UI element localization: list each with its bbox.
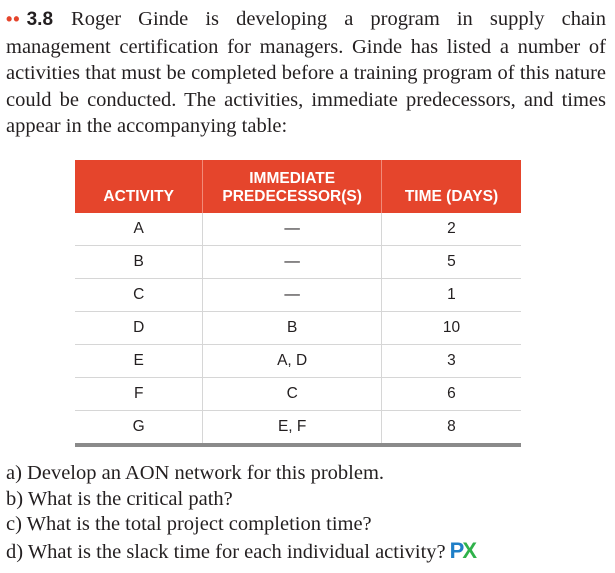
px-badge-icon: PX xyxy=(449,537,476,563)
cell-activity: A xyxy=(75,213,203,246)
cell-predecessors: — xyxy=(203,279,382,312)
table-row xyxy=(75,312,521,345)
question-c: c) What is the total project completion time? xyxy=(6,513,372,535)
problem-number: 3.8 xyxy=(26,9,54,30)
cell-activity: E xyxy=(75,345,203,378)
cell-time: 2 xyxy=(381,213,521,246)
table-row xyxy=(75,378,521,411)
cell-activity: C xyxy=(75,279,203,312)
cell-time: 8 xyxy=(447,418,456,435)
cell-time: 1 xyxy=(381,279,521,312)
cell-predecessors: — xyxy=(203,246,382,279)
table-bottom-rule xyxy=(75,443,521,447)
cell-activity: G xyxy=(132,418,145,435)
cell-predecessors: E, F xyxy=(203,411,382,444)
question-b: b) What is the critical path? xyxy=(6,487,233,510)
problem-statement xyxy=(6,6,606,140)
table-row xyxy=(75,279,521,312)
cell-predecessors: C xyxy=(203,378,382,411)
table-header-row xyxy=(75,160,521,213)
table-row xyxy=(75,411,521,444)
cell-predecessors: B xyxy=(203,312,382,345)
table-row xyxy=(75,345,521,378)
question-d-line xyxy=(6,538,606,566)
header-time: TIME (DAYS) xyxy=(404,188,499,205)
cell-time: 5 xyxy=(381,246,521,279)
question-a: a) Develop an AON network for this problem. xyxy=(6,462,385,484)
header-activity: ACTIVITY xyxy=(103,188,174,205)
problem-text: Roger Ginde is developing a program in supply chain management certification for managers. Ginde has listed a number of activities that must be completed before a training program of this nature could be conducted. The activities, immediate predecessors, and times appear in the accompanying table: xyxy=(6,8,606,137)
question-list xyxy=(6,461,606,565)
table-row xyxy=(75,213,521,246)
cell-activity: F xyxy=(75,378,203,411)
table-row xyxy=(75,246,521,279)
cell-time: 10 xyxy=(381,312,521,345)
cell-time: 3 xyxy=(381,345,521,378)
cell-predecessors: — xyxy=(203,213,382,246)
cell-activity: D xyxy=(75,312,203,345)
cell-activity: B xyxy=(75,246,203,279)
cell-predecessors: A, D xyxy=(203,345,382,378)
question-d: d) What is the slack time for each individual activity? xyxy=(6,540,446,563)
activity-table xyxy=(75,160,521,447)
difficulty-bullets: •• xyxy=(6,9,21,29)
cell-time: 6 xyxy=(381,378,521,411)
header-predecessors: IMMEDIATE PREDECESSOR(S) xyxy=(203,160,382,213)
